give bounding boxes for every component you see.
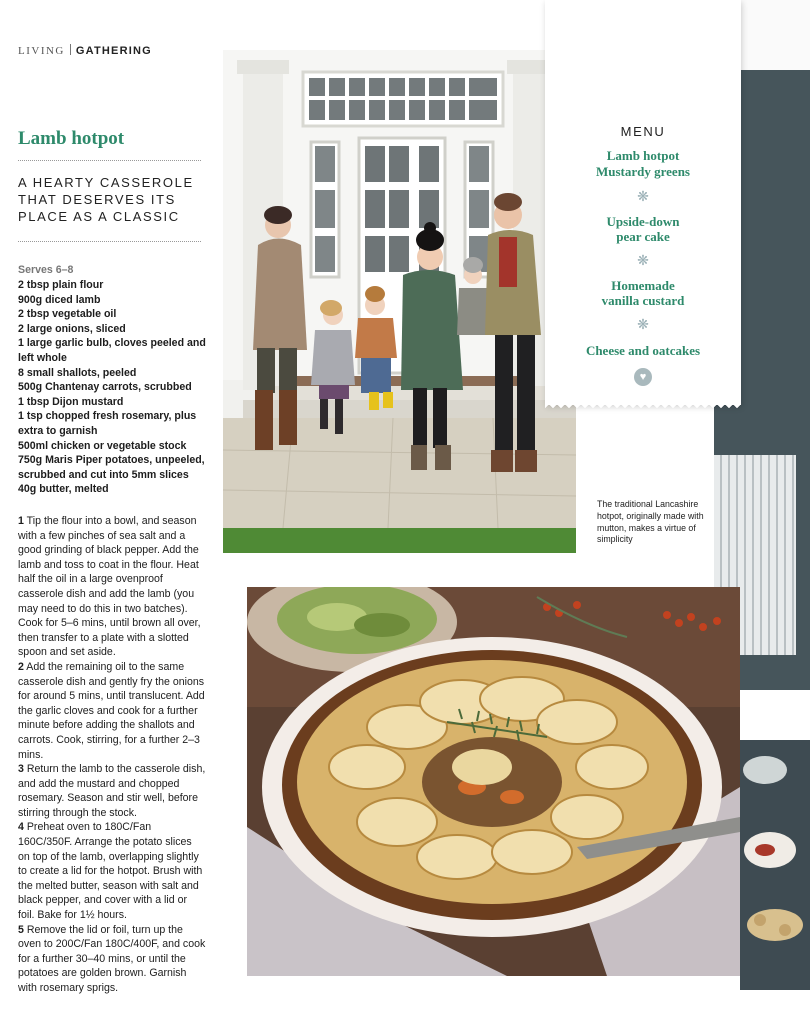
- section-label: LIVING: [18, 45, 65, 57]
- step-text: Add the remaining oil to the same casserole dish and gently fry the onions for around 5 mins, until translucent. Add the garlic cloves and cook for a further minute before adding the shallots and carrots. Cook, stirring, for a further 2–3 mins.: [18, 660, 205, 761]
- recipe-title: Lamb hotpot: [18, 128, 125, 149]
- ingredient-item: 500ml chicken or vegetable stock: [18, 439, 187, 452]
- ingredient-item: 2 large onions, sliced: [18, 322, 126, 335]
- menu-separator-icon: ❋: [637, 252, 649, 268]
- ingredient-item: 1 tsp chopped fresh rosemary, plus extra to garnish: [18, 410, 197, 437]
- running-header: [18, 44, 152, 57]
- step-number: 1: [18, 515, 24, 527]
- menu-item: Lamb hotpot: [606, 148, 680, 163]
- side-photo-edge: [740, 740, 810, 990]
- menu-item: Cheese and oatcakes: [585, 343, 701, 358]
- ingredient-list: [18, 278, 218, 497]
- step-text: Return the lamb to the casserole dish, and add the mustard and chopped rosemary. Season and stir well, before stirring through the stock.: [18, 763, 206, 819]
- ingredient-item: 500g Chantenay carrots, scrubbed: [18, 381, 192, 394]
- family-photo: [223, 50, 576, 553]
- photo-caption: The traditional Lancashire hotpot, originally made with mutton, makes a virtue of simplicity: [597, 499, 704, 545]
- standfirst: A HEARTY CASSEROLE THAT DESERVES ITS PLACE AS A CLASSIC: [18, 175, 194, 224]
- ingredient-item: 40g butter, melted: [18, 483, 109, 496]
- menu-item: Mustardy greens: [595, 164, 690, 179]
- step-number: 5: [18, 923, 24, 936]
- ingredient-item: 1 large garlic bulb, cloves peeled and left whole: [18, 337, 206, 364]
- header-divider: [70, 44, 71, 55]
- menu-item: pear cake: [616, 229, 670, 244]
- menu-card-torn-edge: [545, 403, 741, 411]
- step-text: Preheat oven to 180C/Fan 160C/350F. Arrange the potato slices on top of the lamb, overlapping slightly to create a lid for the hotpot. Brush with the melted butter, season with salt and black pepper, and cover with a lid or foil. Bake for 1½ hours.: [18, 821, 203, 922]
- method: [18, 514, 206, 996]
- ingredient-item: 2 tbsp vegetable oil: [18, 308, 117, 321]
- ingredient-item: 2 tbsp plain flour: [18, 279, 104, 291]
- ingredient-item: 900g diced lamb: [18, 293, 101, 306]
- heart-badge-icon: ♥: [634, 368, 652, 386]
- step-text: Remove the lid or foil, turn up the oven to 200C/Fan 180C/400F, and cook for a further 30–40 mins, or until the potatoes are golden brown. Garnish with rosemary sprigs.: [18, 923, 206, 994]
- menu-item: Upside-down: [606, 214, 680, 229]
- hotpot-photo: [247, 587, 740, 976]
- step-number: 2: [18, 660, 24, 673]
- serves-label: Serves 6–8: [18, 264, 74, 276]
- menu-item: vanilla custard: [601, 293, 685, 308]
- step-text: Tip the flour into a bowl, and season with a few pinches of sea salt and a good grinding of black pepper. Add the lamb and toss to coat in the flour. Heat half the oil in a large ovenproof casserole dish and add the lamb (you may need to do this in two batches). Cook for 5–6 mins, until brown all over, then transfer to a plate with a slotted spoon and set aside.: [18, 515, 201, 659]
- menu-separator-icon: ❋: [637, 188, 649, 204]
- ingredient-item: 8 small shallots, peeled: [18, 366, 137, 379]
- method-step: [18, 514, 206, 660]
- step-number: 4: [18, 821, 24, 834]
- menu-heading: MENU: [620, 124, 666, 139]
- ingredient-item: 750g Maris Piper potatoes, unpeeled, scrubbed and cut into 5mm slices: [18, 454, 205, 481]
- method-step: [18, 820, 206, 922]
- standfirst-rule: [18, 241, 201, 242]
- method-step: [18, 762, 206, 820]
- page-edge: [741, 0, 810, 70]
- subsection-label: GATHERING: [75, 45, 152, 57]
- menu-card: [545, 0, 741, 405]
- menu-item: Homemade: [611, 278, 675, 293]
- menu-separator-icon: ❋: [637, 316, 649, 332]
- method-step: [18, 660, 206, 762]
- method-step: [18, 923, 206, 996]
- title-rule: [18, 160, 201, 161]
- step-number: 3: [18, 763, 24, 776]
- ingredient-item: 1 tbsp Dijon mustard: [18, 395, 124, 408]
